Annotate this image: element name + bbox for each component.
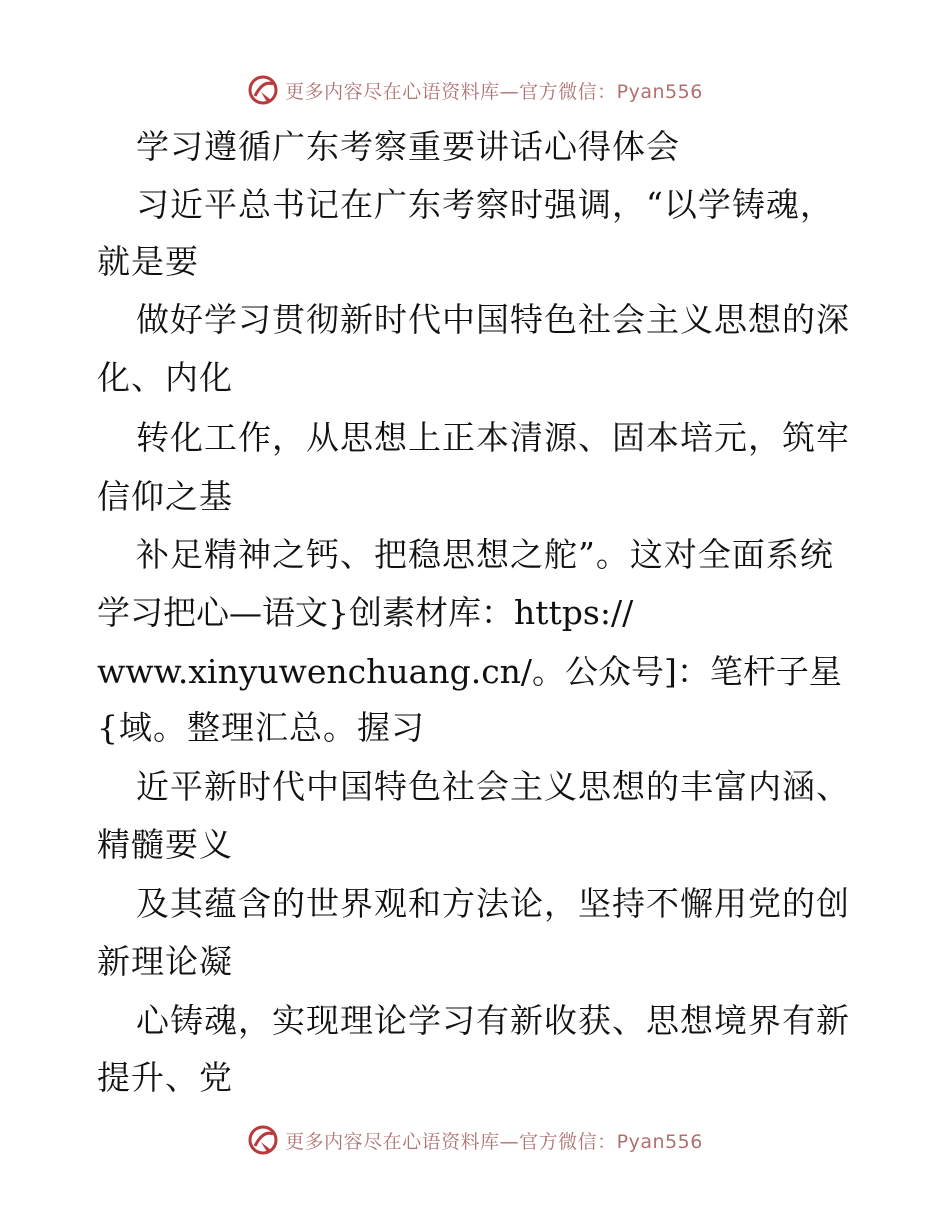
header-watermark-text: 更多内容尽在心语资料库—官方微信：Pyan556: [285, 80, 703, 103]
text-line: 及其蕴含的世界观和方法论，坚持不懈用党的创: [136, 884, 850, 923]
text-line: 就是要: [97, 242, 199, 281]
header-watermark: [0, 70, 950, 110]
text-line: 新理论凝: [97, 942, 233, 981]
footer-watermark: [0, 1120, 950, 1160]
text-line: 信仰之基: [97, 477, 233, 516]
pen-logo-icon: [247, 1124, 279, 1156]
text-line: 学习把心—语文}创素材库：https://: [97, 593, 634, 632]
text-line: 习近平总书记在广东考察时强调，“以学铸魂，: [136, 185, 834, 224]
text-line: 转化工作，从思想上正本清源、固本培元，筑牢: [136, 418, 850, 457]
text-line: 做好学习贯彻新时代中国特色社会主义思想的深: [136, 300, 850, 339]
text-line: 化、内化: [97, 358, 233, 397]
text-line: 近平新时代中国特色社会主义思想的丰富内涵、: [136, 767, 850, 806]
text-line: 心铸魂，实现理论学习有新收获、思想境界有新: [136, 1001, 850, 1040]
text-line: 补足精神之钙、把稳思想之舵”。这对全面系统: [136, 535, 834, 574]
text-line: 精髓要义: [97, 825, 233, 864]
text-line: 提升、党: [97, 1058, 233, 1097]
document-title: 学习遵循广东考察重要讲话心得体会: [136, 127, 680, 166]
text-line: www.xinyuwenchuang.cn/。公众号]：笔杆子星: [97, 652, 842, 691]
pen-logo-icon: [247, 74, 279, 106]
footer-watermark-text: 更多内容尽在心语资料库—官方微信：Pyan556: [285, 1130, 703, 1153]
text-line: {域。整理汇总。握习: [97, 708, 425, 747]
